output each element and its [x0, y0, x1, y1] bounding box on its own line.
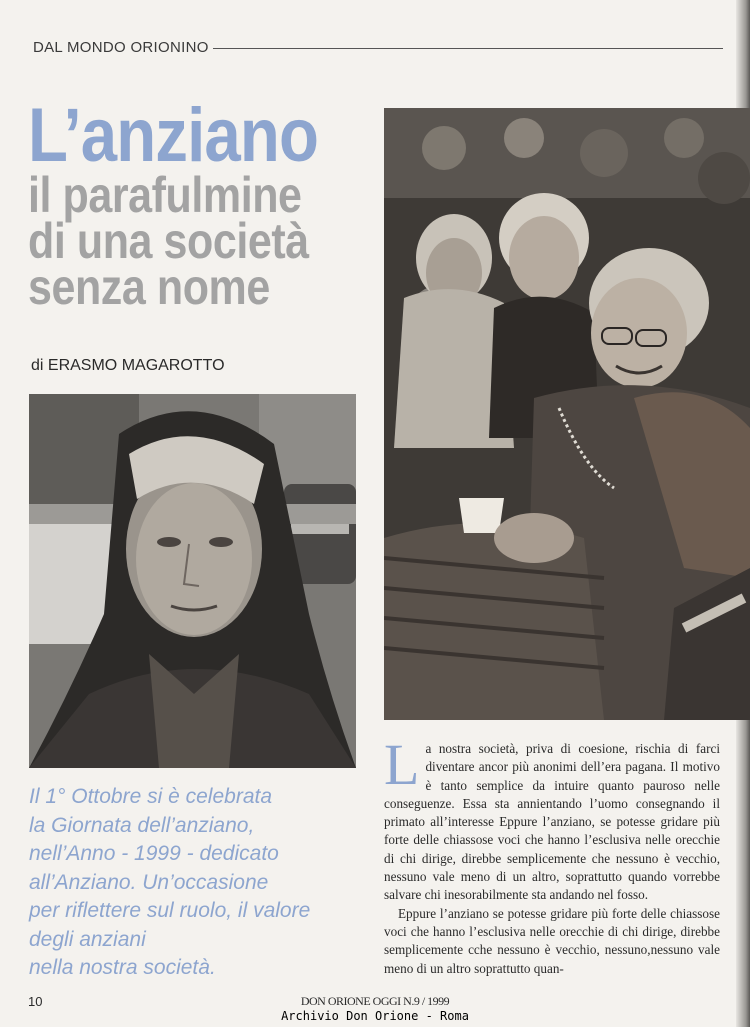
title-line-1: L’anziano — [28, 93, 319, 178]
photo-elderly-women-group-image — [384, 108, 750, 720]
caption-line: Il 1° Ottobre si è celebrata — [29, 785, 273, 808]
caption-line: la Giornata dell’anziano, — [29, 813, 255, 837]
magazine-footer: DON ORIONE OGGI N.9 / 1999 — [300, 994, 450, 1008]
page-number: 10 — [28, 994, 43, 1009]
article-paragraph-1 — [384, 732, 720, 905]
caption-line: all’Anziano. Un’occasione — [29, 870, 269, 894]
caption-line: per riflettere sul ruolo, il valore — [29, 899, 311, 922]
photo-elderly-woman — [29, 394, 356, 768]
paragraph-1-text: a nostra società, priva di coesione, rischia di farci diventare ancor più anonimi dell’era pagana. Il motivo è tanto semplice da intuire quanto pauroso nelle conseguenze. Essa sta annientando l’uomo consegnando il primato all’interesse Eppure l’anziano, se potesse gridare più forte delle chiassose voci che hanno l’esclusiva nelle orecchie di chi dirige, direbbe semplicemente che nessuno è vecchio, nessuno vale meno di un altro, soprattutto quando vorrebbe salvare chi inesorabilmente sta andando nel fosso. — [384, 741, 720, 903]
caption-line: nella nostra società. — [29, 956, 216, 979]
title-line-3: di una società — [28, 213, 309, 269]
article-paragraph-2: Eppure l’anziano se potesse gridare più forte delle chiassose voci che hanno l’esclusiva nelle orecchie di chi dirige, direbbe semplicemente cche nessuno è vecchio, nessuno,nessuno vale meno di un altro soprattutto quan- — [384, 905, 720, 976]
article-title — [28, 93, 373, 315]
photo-elderly-woman-image — [29, 394, 356, 768]
section-rule — [213, 48, 723, 49]
photo-elderly-women-group — [384, 108, 750, 720]
article-body — [384, 732, 720, 978]
caption-line: nell’Anno - 1999 - dedicato — [29, 842, 279, 865]
caption-line: degli anziani — [29, 927, 146, 951]
archive-watermark: Archivio Don Orione - Roma — [281, 1009, 469, 1023]
photo-caption — [29, 783, 349, 983]
byline: di ERASMO MAGAROTTO — [31, 357, 225, 374]
section-header — [33, 36, 723, 58]
drop-cap: L — [384, 732, 420, 797]
title-line-2: il parafulmine — [28, 167, 302, 223]
title-line-4: senza nome — [28, 259, 270, 315]
section-label: DAL MONDO ORIONINO — [33, 38, 209, 56]
